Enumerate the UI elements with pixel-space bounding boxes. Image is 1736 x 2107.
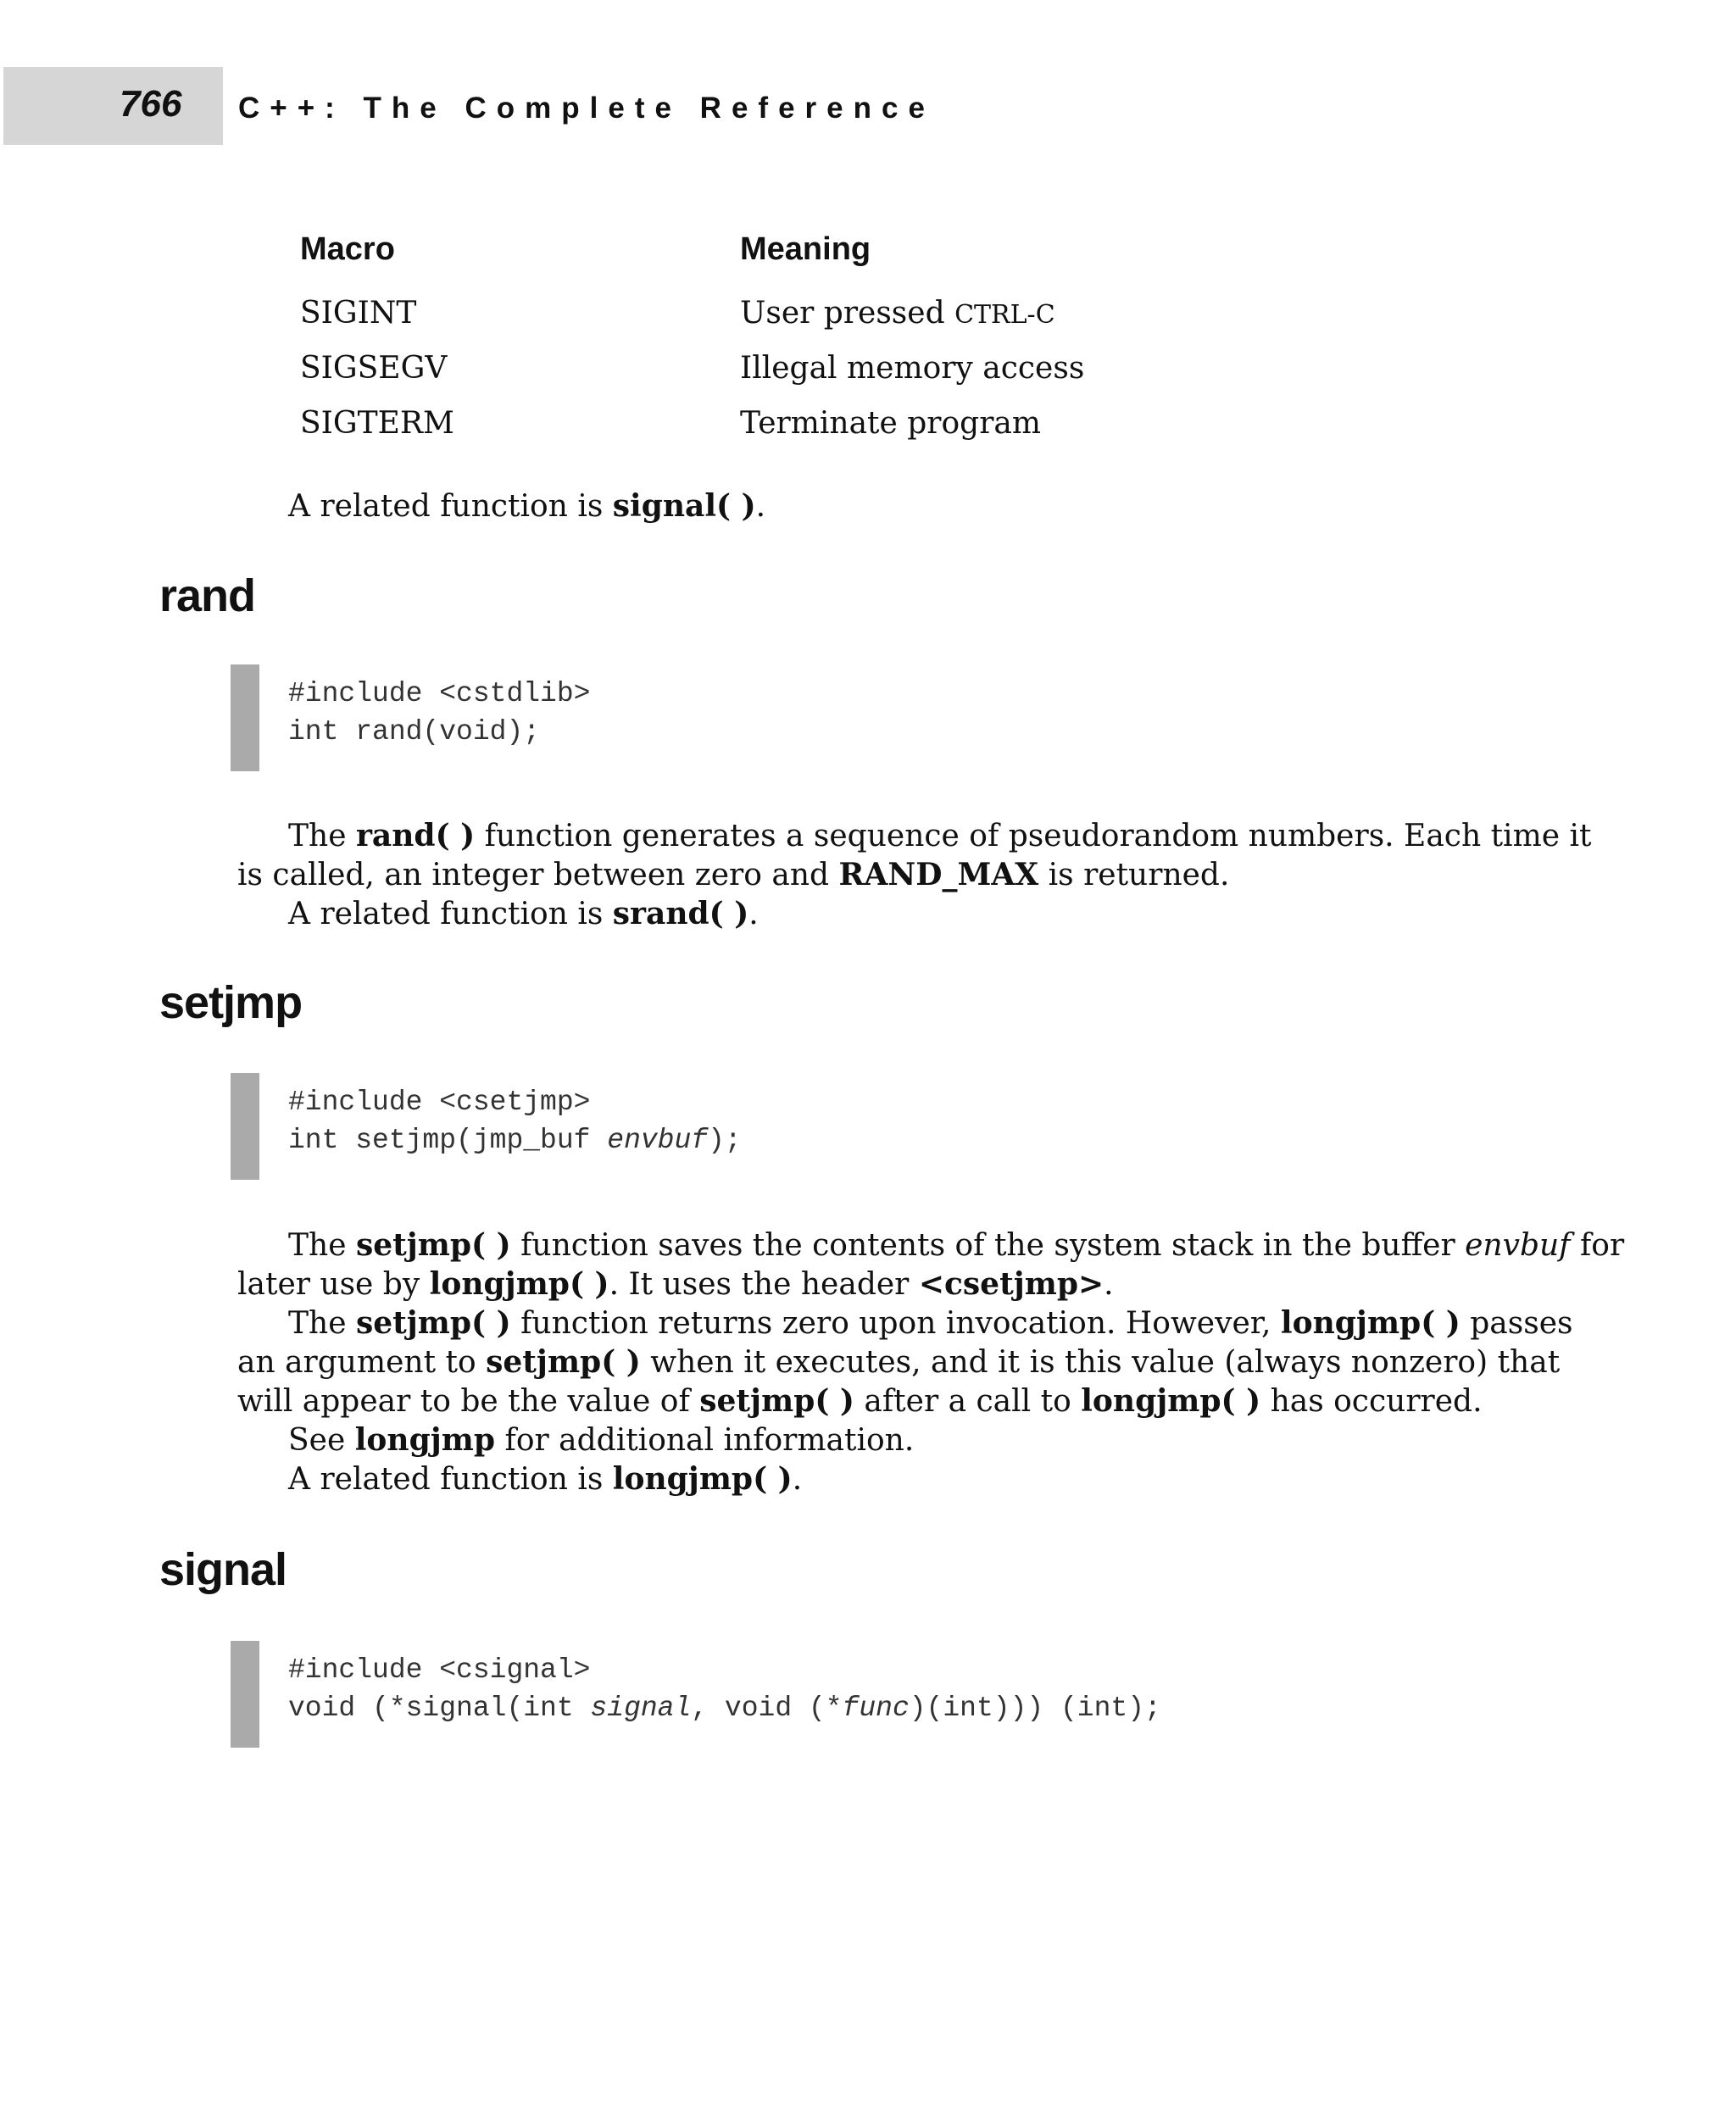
code-line: #include <csignal> (288, 1654, 591, 1686)
code-block-rand (231, 664, 1290, 771)
paragraph-line: The setjmp( ) function saves the contents of the system stack in the buffer envbuf for (288, 1227, 1625, 1263)
page-number: 766 (120, 83, 182, 125)
page-number-tab (3, 67, 223, 145)
paragraph-line: The rand( ) function generates a sequence of pseudorandom numbers. Each time it (288, 818, 1592, 853)
code-block-signal (231, 1641, 1290, 1748)
section-heading-signal: signal (159, 1544, 287, 1595)
paragraph-line: an argument to setjmp( ) when it executes, and it is this value (always nonzero) that (237, 1344, 1561, 1380)
code-block-bar (231, 664, 259, 771)
macro-cell: SIGINT (300, 296, 417, 331)
code-block-bar (231, 1641, 259, 1748)
related-function-line: A related function is signal( ). (288, 488, 766, 524)
running-head: C++: The Complete Reference (238, 92, 935, 125)
meaning-cell: User pressed CTRL-C (740, 296, 1055, 331)
paragraph-line: later use by longjmp( ). It uses the header <csetjmp>. (237, 1266, 1114, 1302)
related-function-line: A related function is srand( ). (288, 896, 759, 931)
meaning-column-header: Meaning (740, 231, 871, 267)
meaning-cell: Illegal memory access (740, 351, 1085, 386)
code-line: int rand(void); (288, 716, 541, 748)
see-also-line: See longjmp for additional information. (288, 1422, 915, 1458)
code-line: #include <csetjmp> (288, 1087, 591, 1118)
related-function-line: A related function is longjmp( ). (288, 1461, 803, 1497)
code-line: #include <cstdlib> (288, 678, 591, 709)
code-line: void (*signal(int signal, void (*func)(int))) (int); (288, 1693, 1161, 1724)
section-heading-setjmp: setjmp (159, 977, 303, 1028)
code-line: int setjmp(jmp_buf envbuf); (288, 1125, 742, 1156)
code-block-setjmp (231, 1073, 1290, 1180)
meaning-cell: Terminate program (740, 406, 1042, 441)
macro-cell: SIGSEGV (300, 351, 448, 386)
paragraph-line: will appear to be the value of setjmp( ) after a call to longjmp( ) has occurred. (237, 1383, 1483, 1419)
paragraph-line: is called, an integer between zero and RAND_MAX is returned. (237, 857, 1230, 892)
macro-column-header: Macro (300, 231, 395, 267)
paragraph-line: The setjmp( ) function returns zero upon invocation. However, longjmp( ) passes (288, 1305, 1573, 1341)
macro-cell: SIGTERM (300, 406, 454, 441)
code-block-bar (231, 1073, 259, 1180)
section-heading-rand: rand (159, 570, 256, 621)
